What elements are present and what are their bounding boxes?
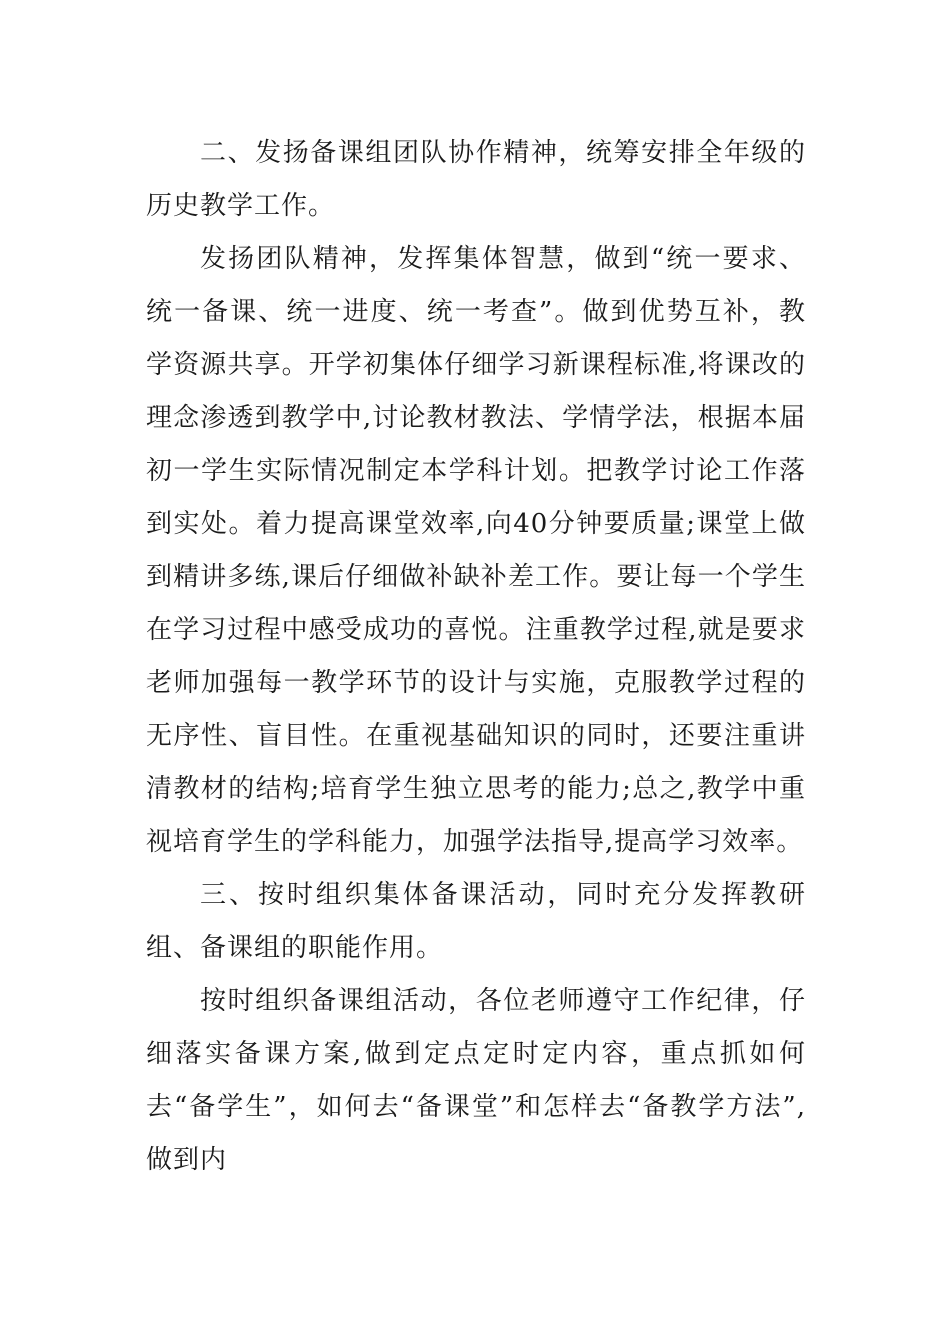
section-heading-two: 二、发扬备课组团队协作精神，统筹安排全年级的历史教学工作。 <box>146 138 806 221</box>
body-paragraph-lesson-prep: 按时组织备课组活动，各位老师遵守工作纪律，仔细落实备课方案,做到定点定时定内容，重点抓如何去“备学生”，如何去“备课堂”和怎样去“备教学方法”,做到内 <box>146 986 806 1175</box>
section-heading-three: 三、按时组织集体备课活动，同时充分发挥教研组、备课组的职能作用。 <box>146 880 806 963</box>
body-paragraph-teamwork: 发扬团队精神，发挥集体智慧，做到“统一要求、统一备课、统一进度、统一考查”。做到优势互补，教学资源共享。开学初集体仔细学习新课程标准,将课改的理念渗透到教学中,讨论教材教法、学情学法，根据本届初一学生实际情况制定本学科计划。把教学讨论工作落到实处。着力提高课堂效率,向40分钟要质量;课堂上做到精讲多练,课后仔细做补缺补差工作。要让每一个学生在学习过程中感受成功的喜悦。注重教学过程,就是要求老师加强每一教学环节的设计与实施，克服教学过程的无序性、盲目性。在重视基础知识的同时，还要注重讲清教材的结构;培育学生独立思考的能力;总之,教学中重视培育学生的学科能力，加强学法指导,提高学习效率。 <box>146 244 806 857</box>
document-body <box>146 127 806 1187</box>
